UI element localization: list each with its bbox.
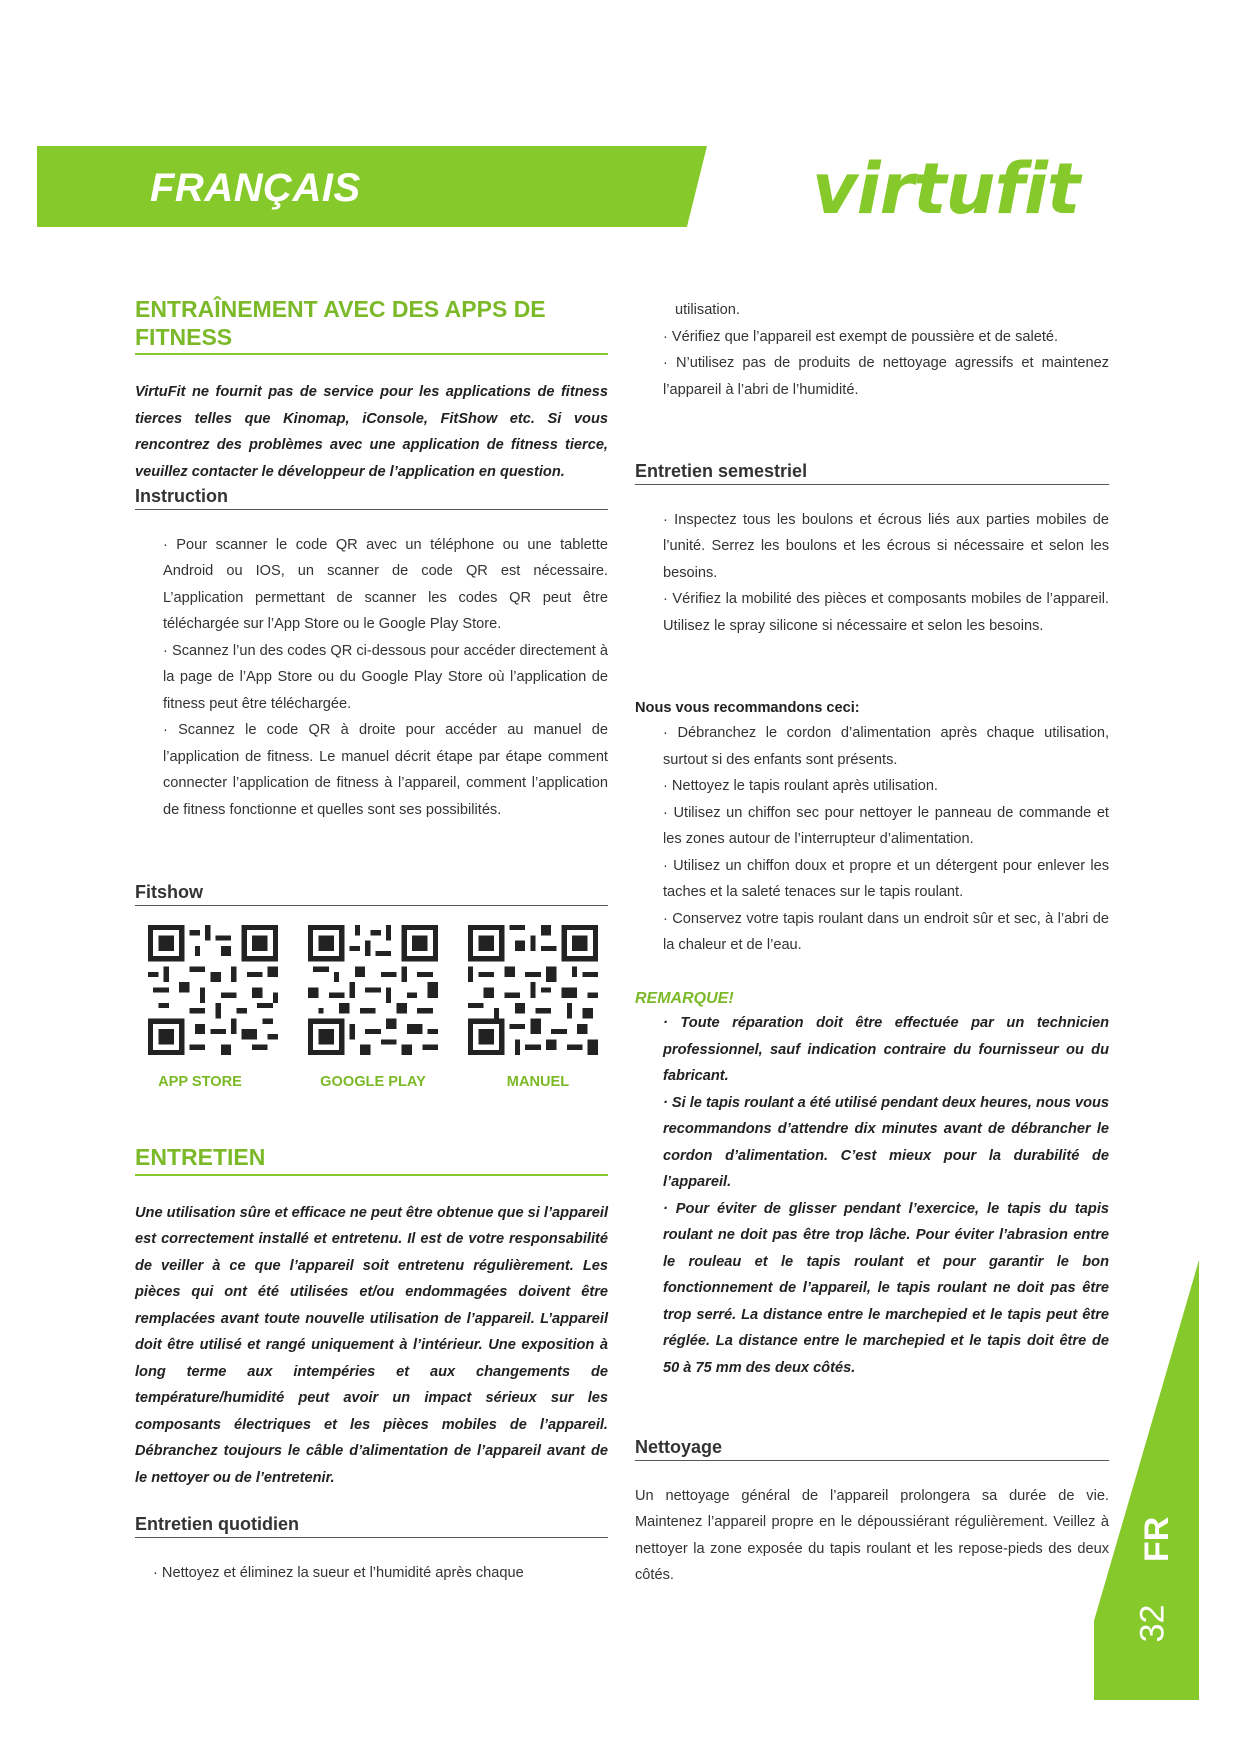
list-item: · Vérifiez la mobilité des pièces et composants mobiles de l’appareil. Utilisez le spray silicone si nécessaire et selon les besoins. [663, 591, 1109, 634]
apps-section [135, 296, 608, 485]
remarque-list [635, 1010, 1109, 1381]
qr-code-manual[interactable] [468, 925, 608, 1065]
recommend-list [635, 720, 1109, 959]
list-item: · Utilisez un chiffon sec pour nettoyer le panneau de commande et les zones autour de l’interrupteur d’alimentation. [663, 804, 1109, 847]
list-item: · Pour éviter de glisser pendant l’exercice, le tapis du tapis roulant ne doit pas être trop lâche. Pour éviter l’abrasion entre le rouleau et le tapis roulant et pour garantir le bon fonctionnement de l’appareil, le tapis roulant ne doit pas être trop serré. La distance entre le marchepied et le tapis peut être réglée. La distance entre le marchepied et le tapis doit être de 50 à 75 mm des deux côtés. [663, 1200, 1109, 1376]
list-item: · Scannez l’un des codes QR ci-dessous pour accéder directement à la page de l’App Store ou du Google Play Store où l’application de fitness peut être téléchargée. [163, 642, 608, 712]
qr-code-app-store[interactable] [148, 925, 288, 1065]
list-item: · Scannez le code QR à droite pour accéder au manuel de l’application de fitness. Le manuel décrit étape par étape comment connecter l’application de fitness à l’appareil, comment l’application de fitness fonctionne et quelles sont ses possibilités. [163, 722, 608, 818]
quotidien-cont-list [635, 297, 1109, 403]
brand-logo: virtufit [812, 148, 1080, 230]
instruction-section [135, 486, 608, 823]
list-item: · Inspectez tous les boulons et écrous liés aux parties mobiles de l’unité. Serrez les boulons et les écrous si nécessaire et selon les besoins. [663, 511, 1109, 581]
nettoyage-title: Nettoyage [635, 1437, 1109, 1461]
header-banner [37, 146, 707, 227]
qr-code-google-play[interactable] [308, 925, 448, 1065]
apps-title: ENTRAÎNEMENT AVEC DES APPS DE FITNESS [135, 296, 608, 355]
qr-label-manual: MANUEL [506, 1074, 570, 1090]
quotidien-title: Entretien quotidien [135, 1514, 608, 1538]
quotidien-continued [635, 297, 1109, 403]
instruction-title: Instruction [135, 486, 608, 510]
entretien-title: ENTRETIEN [135, 1144, 608, 1176]
list-item: utilisation. [675, 302, 740, 318]
apps-intro: VirtuFit ne fournit pas de service pour les applications de fitness tierces telles que Kinomap, iConsole, FitShow etc. Si vous rencontrez des problèmes avec une application de fitness tierce, veuillez contacter le développeur de l’application en question. [135, 384, 608, 480]
quotidien-section [135, 1514, 608, 1586]
list-item: · Vérifiez que l’appareil est exempt de poussière et de saleté. [663, 328, 1059, 345]
list-item: · Débranchez le cordon d’alimentation après chaque utilisation, surtout si des enfants sont présents. [663, 725, 1109, 768]
qr-label-google-play: GOOGLE PLAY [320, 1074, 426, 1090]
remarque-title: REMARQUE! [635, 990, 734, 1007]
entretien-section [135, 1144, 608, 1491]
nettoyage-text: Un nettoyage général de l’appareil prolongera sa durée de vie. Maintenez l’appareil propre en le dépoussiérant régulièrement. Veillez à nettoyer la zone exposée du tapis roulant et les repose-pieds des deux côtés. [635, 1487, 1109, 1584]
qr-label-app-store: APP STORE [158, 1074, 242, 1090]
entretien-intro: Une utilisation sûre et efficace ne peut être obtenue que si l’appareil est correctement installé et entretenu. Il est de votre responsabilité de veiller à ce que l’appareil soit entretenu régulièrement. Les pièces qui ont été utilisées et/ou endommagées doivent être remplacées avant toute nouvelle utilisation de l’appareil. L’appareil doit être utilisé et rangé uniquement à l’intérieur. Une exposition à long terme aux intempéries et aux changements de température/humidité peut avoir un impact sérieux sur les composants électriques et les pièces mobiles de l’appareil. Débranchez toujours le câble d’alimentation de l’appareil avant de le nettoyer ou de l’entretenir. [135, 1204, 608, 1486]
fitshow-section [135, 882, 608, 906]
list-item: · Pour scanner le code QR avec un téléphone ou une tablette Android ou IOS, un scanner de code QR est nécessaire. L’application permettant de scanner les codes QR peut être téléchargée sur l’App Store ou le Google Play Store. [163, 536, 608, 633]
nettoyage-section [635, 1437, 1109, 1589]
fitshow-title: Fitshow [135, 882, 608, 906]
list-item: · N’utilisez pas de produits de nettoyage agressifs et maintenez l’appareil à l’abri de l’humidité. [663, 355, 1109, 398]
quotidien-list [135, 1560, 608, 1587]
recommend-title: Nous vous recommandons ceci: [635, 700, 860, 716]
semestriel-list [635, 507, 1109, 640]
language-title: FRANÇAIS [150, 166, 361, 210]
recommend-section [635, 700, 1109, 959]
list-item: · Nettoyez le tapis roulant après utilisation. [663, 778, 938, 794]
list-item: · Nettoyez et éliminez la sueur et l’humidité après chaque [153, 1564, 524, 1581]
list-item: · Toute réparation doit être effectuée par un technicien professionnel, sauf indication contraire du fournisseur ou du fabricant. [663, 1015, 1109, 1084]
semestriel-title: Entretien semestriel [635, 461, 1109, 485]
instruction-list [135, 532, 608, 824]
semestriel-section [635, 461, 1109, 639]
list-item: · Utilisez un chiffon doux et propre et un détergent pour enlever les taches et la saleté tenaces sur le tapis roulant. [663, 857, 1109, 900]
remarque-section [635, 990, 1109, 1381]
side-language-label: FR [1138, 1516, 1176, 1562]
list-item: · Conservez votre tapis roulant dans un endroit sûr et sec, à l’abri de la chaleur et de l’eau. [663, 910, 1109, 953]
page-number: 32 [1133, 1604, 1172, 1643]
list-item: · Si le tapis roulant a été utilisé pendant deux heures, nous vous recommandons d’attendre dix minutes avant de débrancher le cordon d’alimentation. C’est mieux pour la durabilité de l’appareil. [663, 1094, 1110, 1190]
